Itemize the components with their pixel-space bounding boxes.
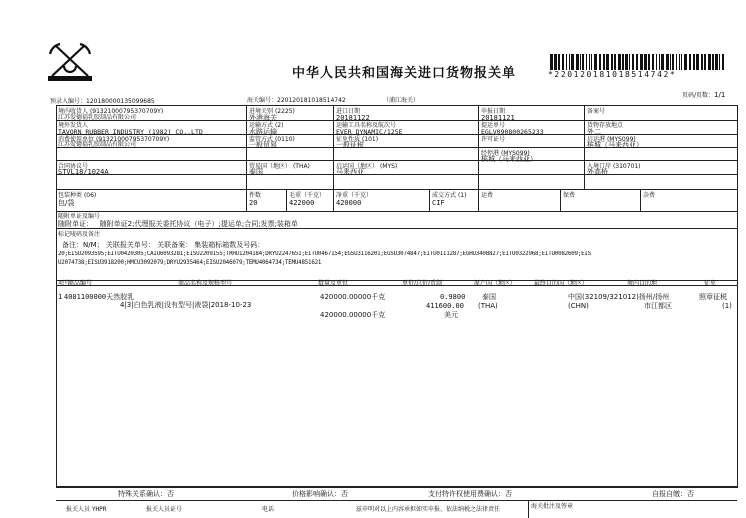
pre-entry-number: 预录入编号：120180000135099685	[50, 98, 155, 105]
page-indicator: 页码/页数：1/1	[682, 91, 726, 99]
row-origin-country: 泰国	[482, 293, 496, 301]
row-final-country: 中国(32109/321012)扬州/扬州	[568, 293, 670, 301]
row-final-code: (CHN)	[568, 302, 589, 310]
supervision-value: 一般贸易	[249, 141, 277, 149]
row-total-price: 411600.00	[426, 302, 464, 310]
remarks-line1: 备注：N/M； 关联报关单号： 关联备案： 集装箱标箱数及号码：	[62, 241, 265, 249]
entry-office-value: 外港海关	[249, 114, 277, 122]
row-origin-code: (THA)	[478, 302, 498, 310]
barcode-text: *220120181018514742*	[548, 70, 677, 79]
declaration-statement: 兹申明对以上内容承担如实申报、依法纳税之法律责任	[356, 506, 501, 513]
trade-country-label: 贸易国（地区） (THA)	[249, 163, 310, 170]
special-relation: 特殊关系确认：否	[118, 490, 174, 498]
shipper-label: 境外发货人	[58, 122, 89, 129]
origin-country-label: 启运国（地区） (MYS)	[336, 163, 398, 170]
declarer-cert-label: 报关人员证号	[146, 506, 183, 513]
col-goods-name: 商品名称及规格型号	[178, 280, 233, 287]
gross-weight-value: 422000	[289, 199, 315, 207]
port-note: （浦江海关）	[383, 97, 420, 104]
row-spec: 4|3|白色乳液|没有型号|液袋|2018-10-23	[120, 301, 252, 309]
net-weight-label: 净重（千克）	[336, 192, 373, 199]
declare-date-label: 申报日期	[481, 108, 506, 115]
origin-country-value: 马来西亚	[336, 168, 364, 176]
levy-nature-value: 一般征税	[336, 141, 364, 149]
row-levy-code: (1)	[722, 302, 732, 310]
misc-fee-label: 杂费	[643, 192, 656, 199]
consignee-label: 境内收货人 (91321000795370709Y)	[58, 108, 164, 115]
row-destination-district: 市江都区	[644, 302, 672, 310]
vessel-label: 运输工具名称及航次号	[336, 122, 397, 129]
col-item-no: 项号	[58, 280, 71, 287]
transport-value: 水路运输	[249, 128, 277, 136]
insurance-label: 保费	[563, 192, 576, 199]
consignee-name: 江苏爱德福乳胶制品有限公司	[58, 114, 137, 121]
trade-country-value: 泰国	[249, 168, 263, 176]
user-label: 消费使用单位 (91321000795370709Y)	[58, 136, 170, 143]
customs-emblem-icon	[44, 40, 96, 84]
contract-value: STVL18/1024A	[58, 168, 109, 176]
customs-remark-label: 海关批注及签章	[531, 503, 574, 510]
col-price: 单价/总价/币制	[402, 280, 443, 287]
bl-label: 提运单号	[481, 122, 506, 129]
package-value: 包/袋	[58, 199, 75, 207]
form-title: 中华人民共和国海关进口货物报关单	[292, 66, 517, 81]
deal-label: 成交方式 (1)	[432, 192, 467, 199]
contract-label: 合同协议号	[58, 163, 89, 170]
transport-label: 运输方式 (2)	[249, 122, 284, 129]
docs-label: 随附单证及编号	[58, 213, 101, 220]
license-label: 许可证号	[481, 136, 506, 143]
row-hs-code: 4001100000天然胶乳	[64, 293, 135, 301]
depart-port-label: 启运港 (MYS099)	[587, 136, 636, 143]
user-name: 江苏爱德福乳胶制品有限公司	[58, 141, 137, 148]
freight-label: 运费	[481, 192, 494, 199]
supervision-label: 监管方式 (0110)	[249, 136, 295, 143]
col-quantity: 数量及单位	[318, 280, 349, 287]
row-currency: 美元	[444, 311, 458, 319]
declarer: 报关人员 YHPR	[66, 506, 107, 513]
col-levy: 征免	[704, 280, 717, 287]
deal-value: CIF	[432, 199, 445, 207]
record-no-label: 备案号	[587, 108, 606, 115]
customs-number: 海关编号：220120181018514742	[247, 97, 346, 104]
entry-port-label: 入境口岸 (310701)	[587, 163, 641, 170]
transit-port-label: 经停港 (MYS099)	[481, 150, 530, 157]
storage-value: 外二	[587, 128, 601, 136]
import-date-value: 20181122	[336, 114, 370, 122]
royalty-confirm: 支付特许权使用费确认：否	[428, 490, 512, 498]
row-qty2: 420000.00000千克	[320, 311, 386, 319]
bl-value: EGLV090800265233	[481, 128, 544, 136]
remarks-containers-1: 20;EISU2093595;EITU0420305;CAIU6093281;EISU2209155;TRHU1204184;DRYU2247651;EITU0467154;EGSU3116201;EGSU3074847;EITU0111287;EGHU3408827;EITU0322968;EITU0082609;EIS	[58, 251, 591, 257]
remarks-containers-2: U2074738;EISU3918200;HMCU3092079;DRYU2935464;EISU2046079;TEMU4064734;TEMU4851621	[58, 260, 322, 266]
transit-port-value: 槟城（马来西亚）	[481, 155, 537, 163]
package-label: 包装种类 (06)	[58, 192, 97, 199]
shipper-value: TAVORN RUBBER INDUSTRY (1982) CO.,LTD	[58, 128, 203, 136]
remarks-label: 标记唛码及备注	[58, 231, 101, 238]
storage-label: 货物存放地点	[587, 122, 624, 129]
pieces-label: 件数	[249, 192, 262, 199]
vessel-value: EVER DYNAMIC/125E	[336, 128, 403, 136]
row-unit-price: 0.9800	[440, 293, 466, 301]
col-hs-code: 商品编号	[68, 280, 93, 287]
import-date-label: 进口日期	[336, 108, 361, 115]
row-item-no: 1	[58, 293, 63, 301]
col-destination: 境内目的地	[627, 280, 658, 287]
row-qty1: 420000.00000千克	[320, 293, 386, 301]
pieces-value: 20	[249, 199, 258, 207]
docs-line: 随附单证： 随附单证2;代理报关委托协议（电子）;提运单;合同;发票;装箱单	[58, 220, 298, 228]
price-impact: 价格影响确认：否	[292, 490, 348, 498]
net-weight-value: 420000	[336, 199, 362, 207]
entry-office-label: 进境关别 (2225)	[249, 108, 295, 115]
levy-nature-label: 征免性质 (101)	[336, 136, 379, 143]
depart-port-value: 槟城（马来西亚）	[587, 141, 643, 149]
gross-weight-label: 毛重（千克）	[289, 192, 326, 199]
col-origin: 原产国（地区）	[474, 280, 517, 287]
self-payment: 自报自缴：否	[652, 490, 694, 498]
entry-port-value: 外高桥	[587, 168, 608, 176]
barcode-icon	[548, 54, 728, 70]
row-levy: 照章征税	[699, 293, 727, 301]
col-final-country: 最终目的国（地区）	[534, 280, 589, 287]
declare-date-value: 20181121	[481, 114, 515, 122]
phone-label: 电话	[262, 506, 275, 513]
